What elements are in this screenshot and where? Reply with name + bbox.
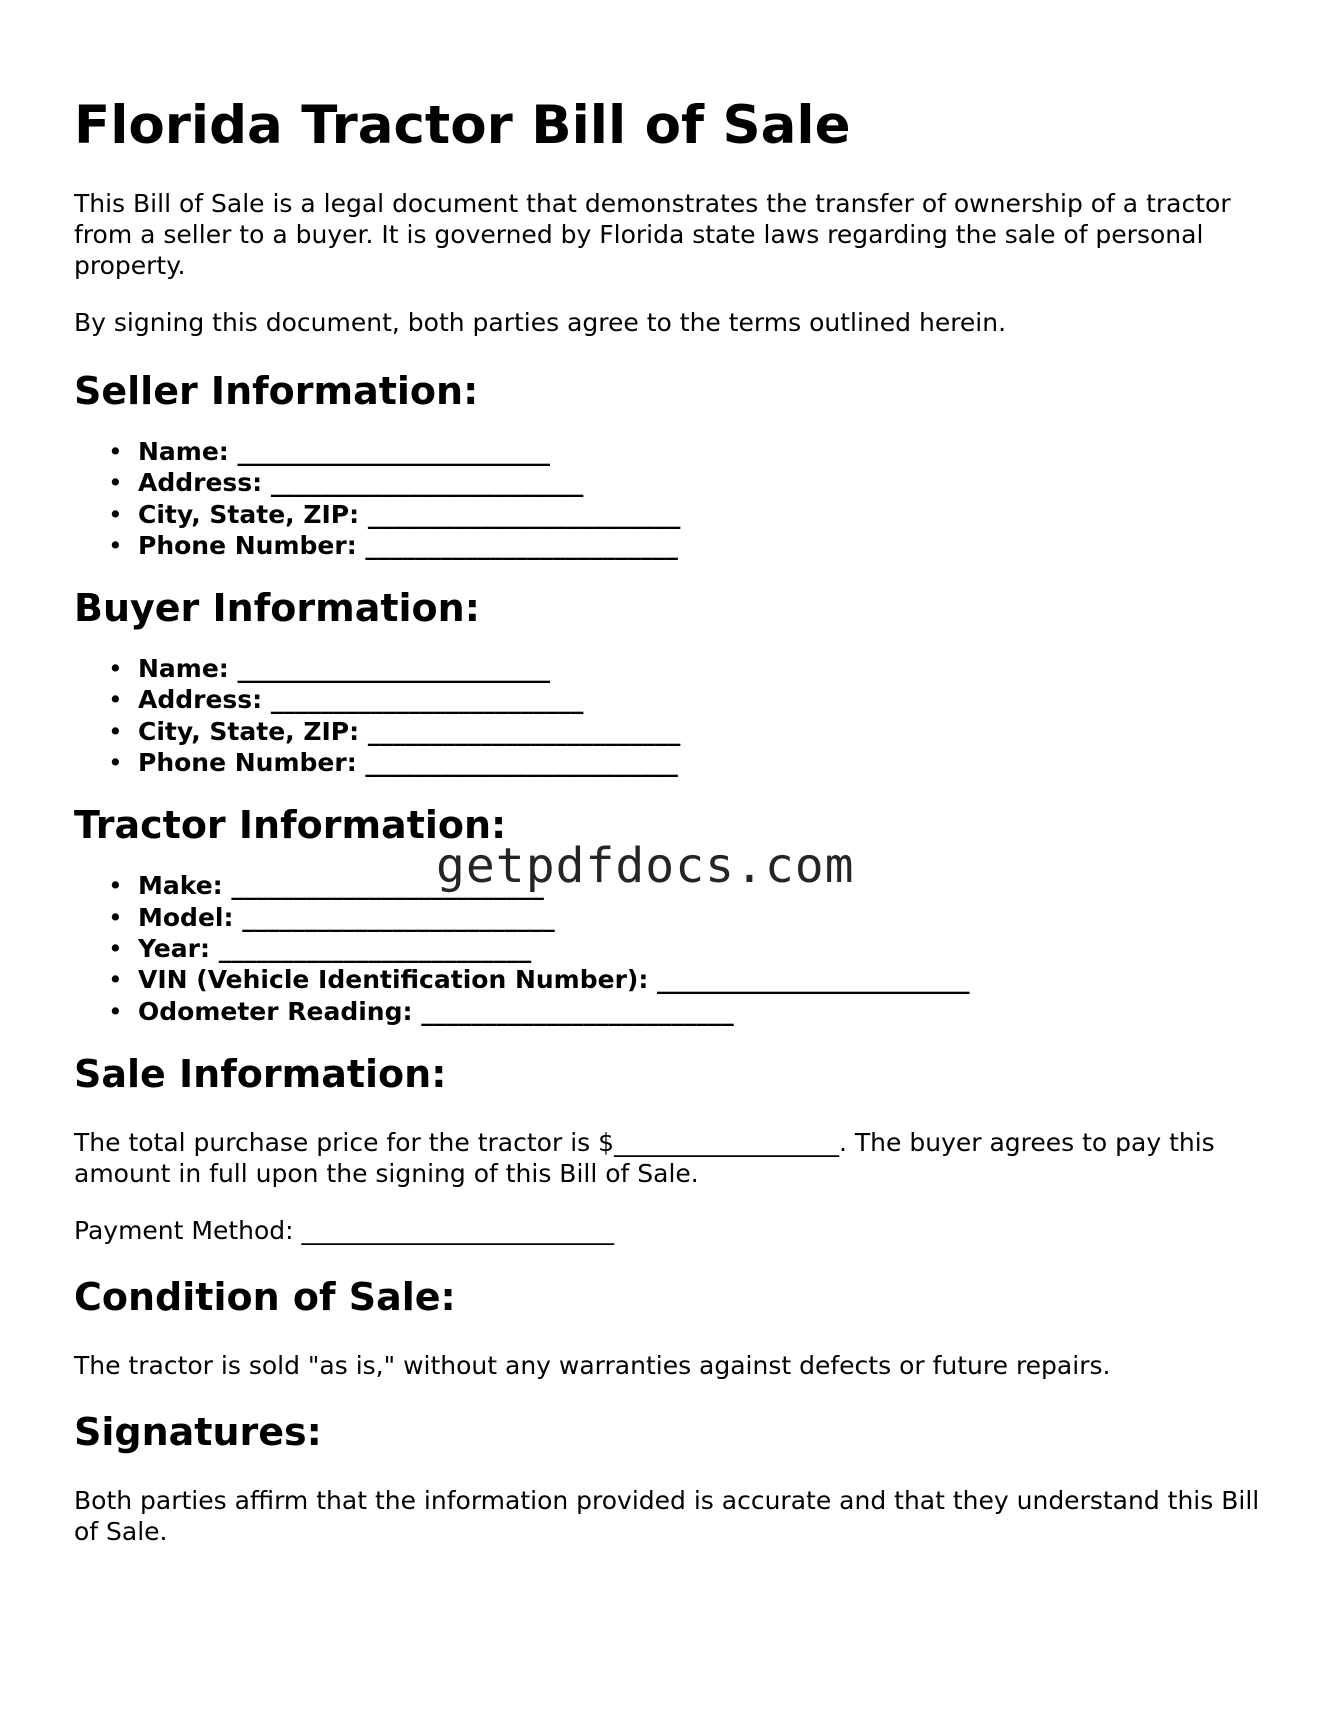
fill-blank: _________________________ xyxy=(367,499,681,529)
buyer-heading: Buyer Information: xyxy=(74,586,480,631)
tractor-year-field: • Year: _________________________ xyxy=(138,933,1274,964)
seller-name-field: • Name: _________________________ xyxy=(138,436,1274,467)
buyer-phone-field: • Phone Number: _________________________ xyxy=(138,747,1274,778)
fill-blank: _________________________ xyxy=(237,654,551,684)
buyer-name-field: • Name: _________________________ xyxy=(138,653,1274,684)
fill-blank: _________________________ xyxy=(242,902,555,932)
fill-blank: _________________________ xyxy=(270,468,584,498)
payment-method-line: Payment Method: _________________________ xyxy=(74,1215,615,1245)
buyer-fields xyxy=(74,653,1274,778)
tractor-odometer-field: • Odometer Reading: _________________________ xyxy=(138,996,1274,1027)
tractor-heading: Tractor Information: xyxy=(74,803,507,848)
watermark-text: getpdfdocs.com xyxy=(436,838,855,894)
intro-paragraph: This Bill of Sale is a legal document that demonstrates the transfer of ownership of a tractor from a seller to a buyer. It is governed by Florida state laws regarding the sale of personal property. xyxy=(74,189,1231,280)
tractor-make-field: • Make: _________________________ xyxy=(138,870,1274,901)
seller-heading: Seller Information: xyxy=(74,369,479,413)
seller-fields xyxy=(74,436,1274,561)
tractor-vin-field: • VIN (Vehicle Identification Number): _________________________ xyxy=(138,964,1274,995)
seller-address-field: • Address: _________________________ xyxy=(138,467,1274,498)
document-page xyxy=(74,0,1274,1547)
agreement-paragraph: By signing this document, both parties agree to the terms outlined herein. xyxy=(74,308,1007,337)
fill-blank: _________________________ xyxy=(367,716,681,746)
signatures-heading: Signatures: xyxy=(74,1409,322,1454)
fill-blank: _________________________ xyxy=(237,437,551,466)
fill-blank: _________________________ xyxy=(365,748,678,778)
buyer-city-state-zip-field: • City, State, ZIP: _________________________ xyxy=(138,716,1274,747)
seller-phone-field: • Phone Number: _________________________ xyxy=(138,530,1274,561)
condition-heading: Condition of Sale: xyxy=(74,1274,456,1319)
document-title: Florida Tractor Bill of Sale xyxy=(74,95,851,156)
tractor-model-field: • Model: _________________________ xyxy=(138,902,1274,933)
tractor-fields xyxy=(74,870,1274,1026)
fill-blank: _________________________ xyxy=(231,871,544,901)
seller-city-state-zip-field: • City, State, ZIP: _________________________ xyxy=(138,499,1274,530)
sale-price-paragraph: The total purchase price for the tractor is $__________________. The buyer agrees to pay this amount in full upon the signing of this Bill of Sale. xyxy=(74,1127,1215,1188)
fill-blank: _________________________ xyxy=(365,530,678,560)
sale-heading: Sale Information: xyxy=(74,1051,447,1096)
fill-blank: _________________________ xyxy=(421,996,734,1026)
fill-blank: _________________________ xyxy=(657,965,970,995)
fill-blank: _________________________ xyxy=(270,685,584,715)
condition-paragraph: The tractor is sold "as is," without any warranties against defects or future repairs. xyxy=(74,1350,1111,1380)
fill-blank: _________________________ xyxy=(218,933,532,963)
buyer-address-field: • Address: _________________________ xyxy=(138,684,1274,715)
signatures-paragraph: Both parties affirm that the information provided is accurate and that they understand this Bill of Sale. xyxy=(74,1485,1260,1546)
